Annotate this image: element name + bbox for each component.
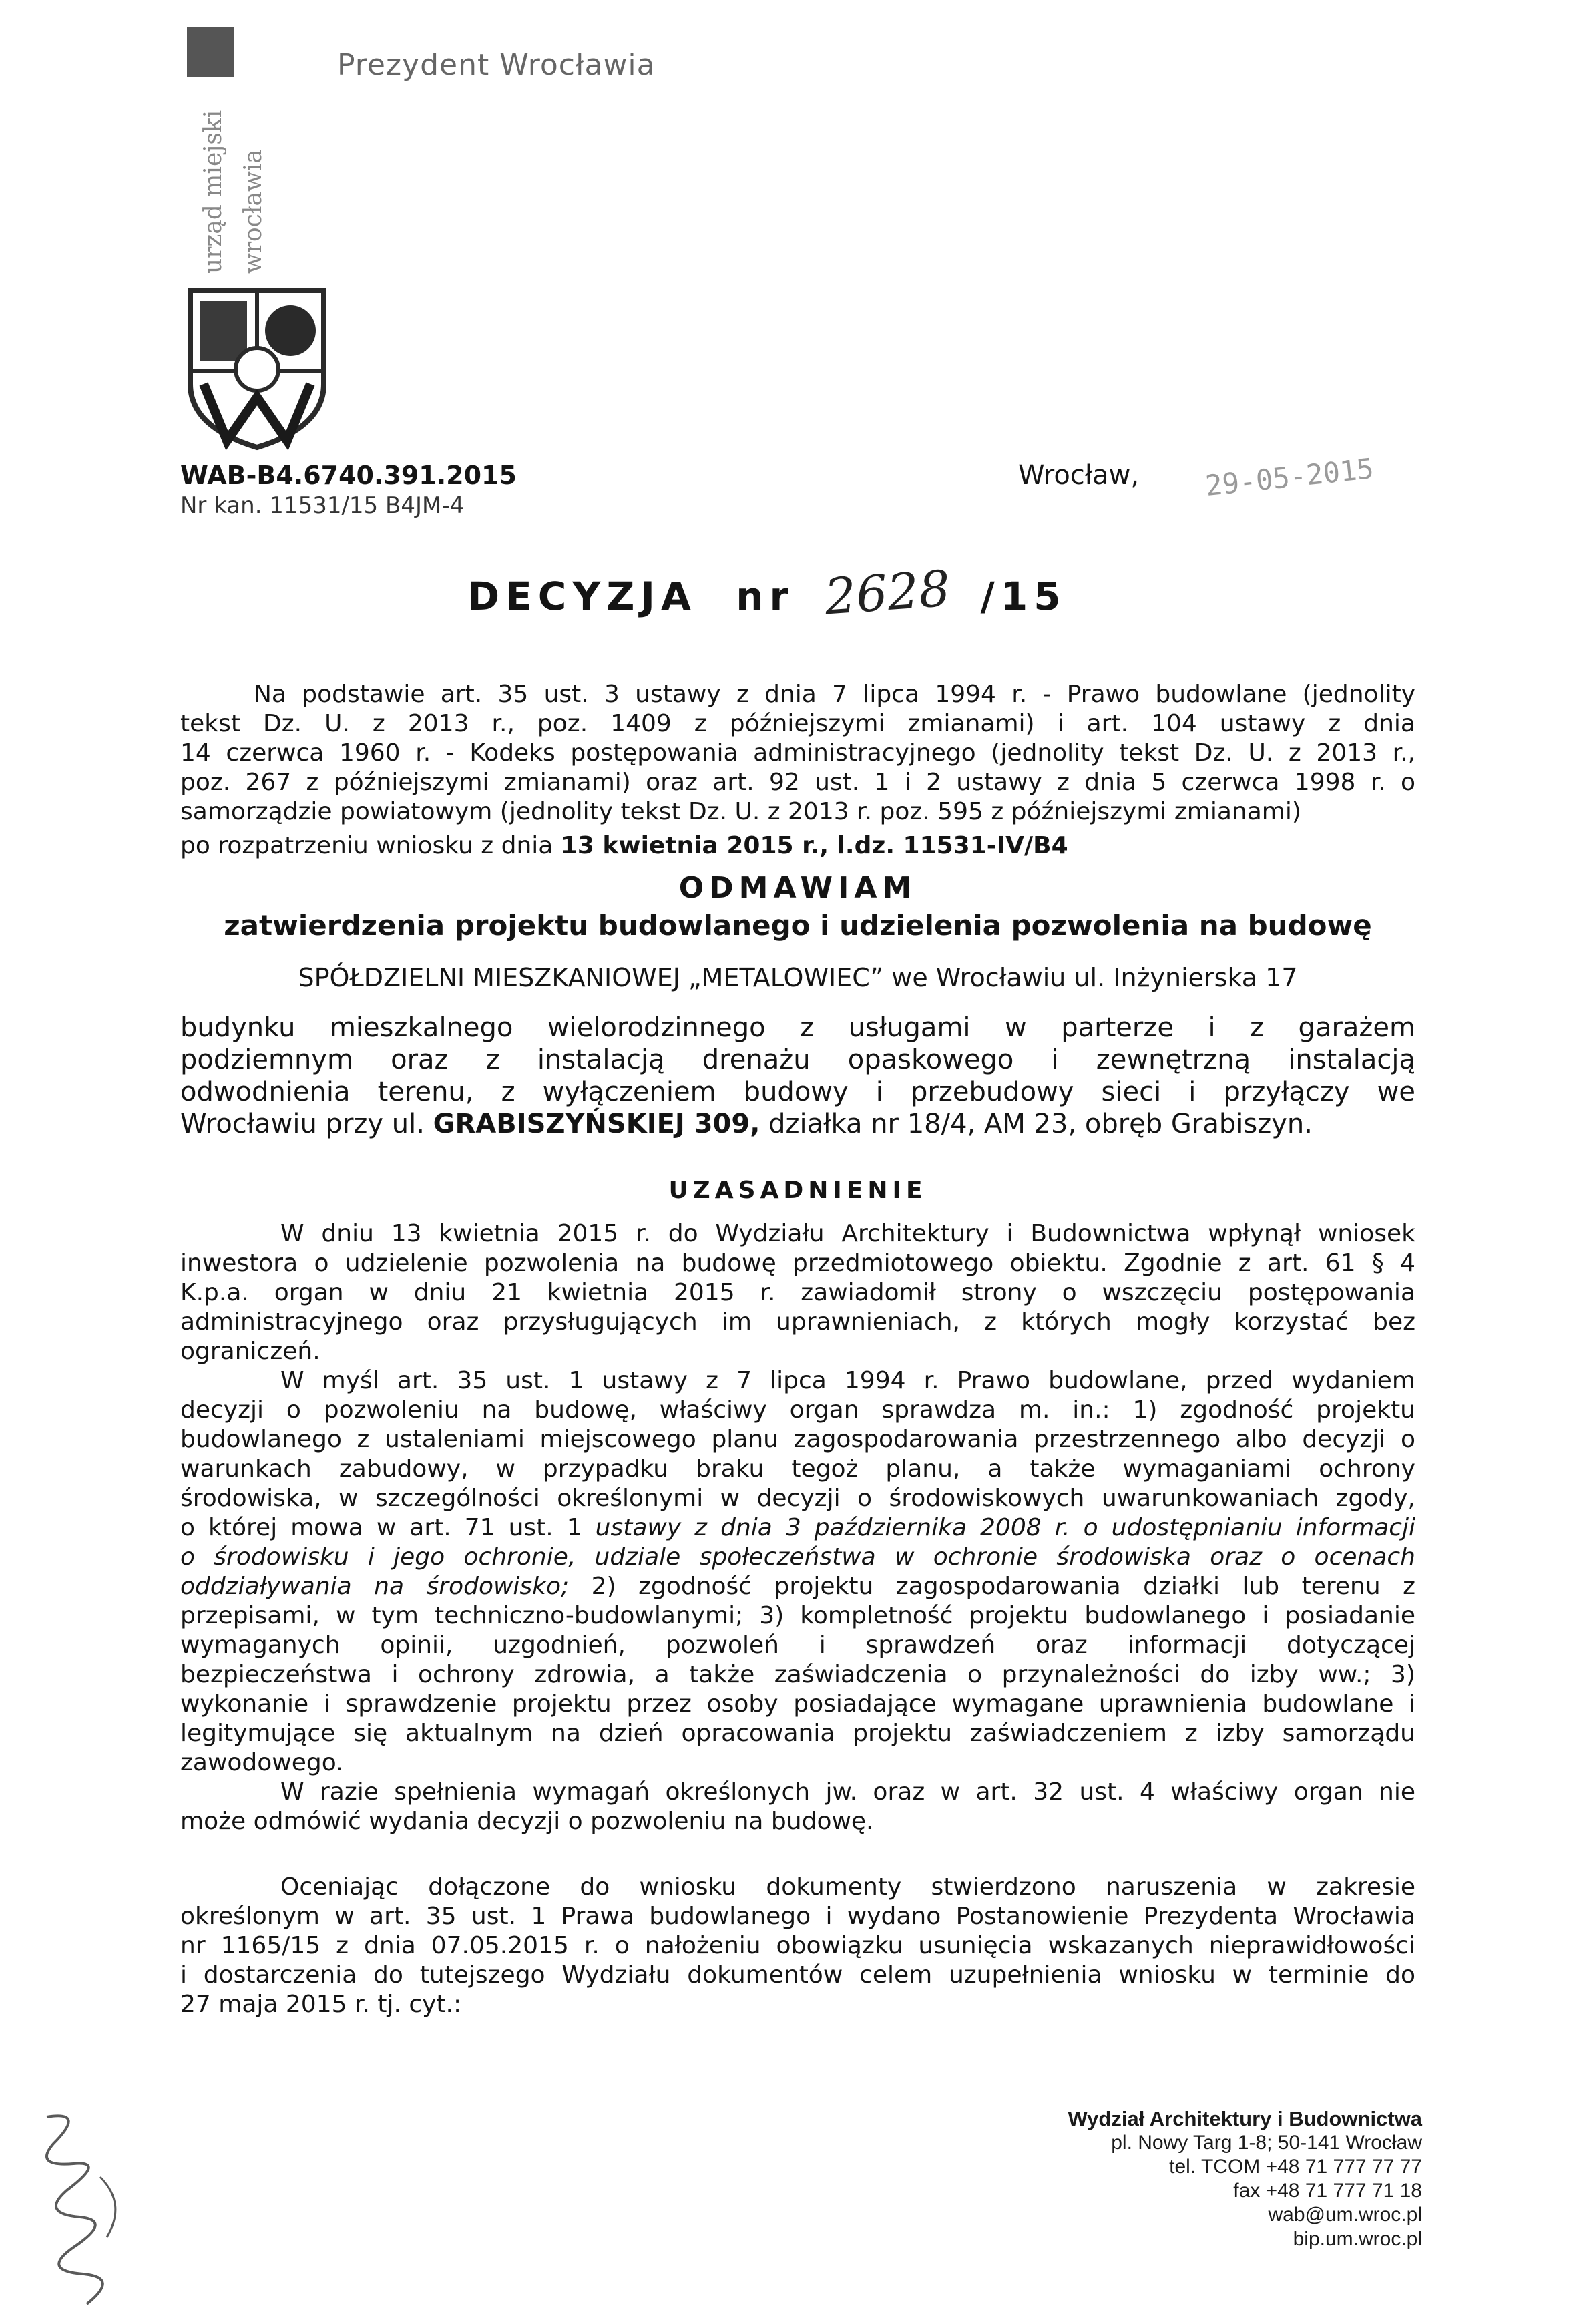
text-run: o której mowa w art. 71 ust. 1 [180,1514,596,1541]
justification-heading: UZASADNIENIE [668,1177,927,1204]
scope-pre: Wrocławiu przy ul. [180,1109,433,1139]
justification-line: W dniu 13 kwietnia 2015 r. do Wydziału Architektury i Budownictwa wpłynął wniosek [280,1220,1415,1247]
decision-suffix: /15 [980,574,1067,619]
legal-basis-line: 14 czerwca 1960 r. - Kodeks postępowania administracyjnego (jednolity tekst Dz. U. z 2013 r., [180,739,1415,767]
footer-department: Wydział Architektury i Budownictwa [1068,2107,1422,2130]
date-stamp: 29-05-2015 [1204,451,1375,503]
justification-line: wykonanie i sprawdzenie projektu przez osoby posiadające wymagane uprawnienia budowlane i [180,1690,1415,1718]
footer-email: wab@um.wroc.pl [1268,2204,1422,2226]
footer-contact [1001,2107,1422,2251]
justification-line: bezpieczeństwa i ochrony zdrowia, a także zaświadczenia o przynależności do izby ww.; 3) [180,1661,1415,1688]
footer-fax: fax +48 71 777 71 18 [1233,2180,1422,2202]
footer-phone: tel. TCOM +48 71 777 77 77 [1169,2156,1422,2178]
legal-basis [180,680,1415,827]
scope-line [180,1108,1415,1140]
decision-prefix: DECYZJA nr [467,574,795,619]
justification-line: wymaganych opinii, uzgodnień, pozwoleń i sprawdzeń oraz informacji dotyczącej [180,1631,1415,1659]
application-lead: po rozpatrzeniu wniosku z dnia [180,832,561,859]
decision-title [467,560,1067,626]
scope-street: GRABISZYŃSKIEJ 309, [433,1109,760,1139]
place-label: Wrocław, [1018,460,1140,491]
legal-basis-line: tekst Dz. U. z 2013 r., poz. 1409 z późniejszymi zmianami) i art. 104 ustawy z dnia [180,710,1415,737]
ruling-verb: ODMAWIAM [678,871,917,905]
justification-line: środowiska, w szczególności określonymi w decyzji o środowiskowych uwarunkowaniach zgody, [180,1485,1415,1512]
justification-line: 27 maja 2015 r. tj. cyt.: [180,1991,462,2018]
justification-line [180,1572,1415,1601]
text-run-italic: ustawy z dnia 3 października 2008 r. o udostępnianiu informacji [595,1514,1416,1541]
decision-number: 2628 [823,560,953,626]
legal-basis-line: poz. 267 z późniejszymi zmianami) oraz art. 92 ust. 1 i 2 ustawy z dnia 5 czerwca 1998 r. o [180,769,1415,796]
justification-line: W myśl art. 35 ust. 1 ustawy z 7 lipca 1994 r. Prawo budowlane, przed wydaniem [280,1367,1415,1394]
scope-line: odwodnienia terenu, z wyłączeniem budowy i przebudowy sieci i przyłączy we [180,1077,1415,1107]
justification-line: Oceniając dołączone do wniosku dokumenty stwierdzono naruszenia w zakresie [280,1873,1415,1901]
justification-line [180,1513,1415,1543]
application-date: 13 kwietnia 2015 r., l.dz. 11531-IV/B4 [560,832,1068,859]
registry-number: Nr kan. 11531/15 B4JM-4 [180,492,465,519]
logo-sidebar-text: urząd miejski wrocławia [200,110,267,274]
logo-top-square [187,27,234,77]
legal-basis-line: samorządzie powiatowym (jednolity tekst Dz. U. z 2013 r. poz. 595 z późniejszymi zmianami) [180,798,1301,825]
applicant-name: SPÓŁDZIELNI MIESZKANIOWEJ „METALOWIEC” we Wrocławiu ul. Inżynierska 17 [298,963,1298,992]
justification-line: może odmówić wydania decyzji o pozwoleniu na budowę. [180,1808,874,1835]
application-line [180,831,1068,861]
footer-address: pl. Nowy Targ 1-8; 50-141 Wrocław [1111,2132,1422,2154]
wroclaw-coat-of-arms-icon [180,284,334,451]
justification-line: decyzji o pozwoleniu na budowę, właściwy organ sprawdza m. in.: 1) zgodność projektu [180,1396,1415,1424]
justification-line: K.p.a. organ w dniu 21 kwietnia 2015 r. zawiadomił strony o wszczęciu postępowania [180,1279,1415,1306]
text-run: 2) zgodność projektu zagospodarowania działki lub terenu z [569,1573,1415,1600]
justification-line: nr 1165/15 z dnia 07.05.2015 r. o nałożeniu obowiązku usunięcia wskazanych nieprawidłowości [180,1932,1415,1959]
justification-line: W razie spełnienia wymagań określonych jw. oraz w art. 32 ust. 4 właściwy organ nie [280,1778,1415,1806]
justification-line: legitymujące się aktualnym na dzień opracowania projektu zaświadczeniem z izby samorządu [180,1720,1415,1747]
authority-title: Prezydent Wrocławia [337,48,656,82]
ruling-subject: zatwierdzenia projektu budowlanego i udzielenia pozwolenia na budowę [224,909,1372,942]
scope-line: podziemnym oraz z instalacją drenażu opaskowego i zewnętrzną instalacją [180,1044,1415,1075]
justification-line: o środowisku i jego ochronie, udziale społeczeństwa w ochronie środowiska oraz o ocenach [180,1543,1415,1571]
justification-line: warunkach zabudowy, w przypadku braku tegoż planu, a także wymaganiami ochrony [180,1455,1415,1483]
text-run-italic: oddziaływania na środowisko; [180,1573,570,1600]
scope-post: działka nr 18/4, AM 23, obręb Grabiszyn. [760,1109,1313,1139]
legal-basis-line: Na podstawie art. 35 ust. 3 ustawy z dnia 7 lipca 1994 r. - Prawo budowlane (jednolity [254,681,1415,708]
scope-line: budynku mieszkalnego wielorodzinnego z usługami w parterze i z garażem [180,1012,1415,1043]
justification-line: inwestora o udzielenie pozwolenia na budowę przedmiotowego obiektu. Zgodnie z art. 61 § 4 [180,1249,1415,1277]
justification-body [180,1219,1415,2019]
justification-line: budowlanego z ustaleniami miejscowego planu zagospodarowania przestrzennego albo decyzji o [180,1426,1415,1453]
case-number: WAB-B4.6740.391.2015 [180,461,517,490]
justification-line: określonym w art. 35 ust. 1 Prawa budowlanego i wydano Postanowienie Prezydenta Wrocławia [180,1903,1415,1930]
justification-line: przepisami, w tym techniczno-budowlanymi; 3) kompletność projektu budowlanego i posiadanie [180,1602,1415,1629]
footer-bip: bip.um.wroc.pl [1293,2228,1422,2250]
handwritten-initials-icon [27,2104,134,2324]
justification-line: zawodowego. [180,1749,344,1776]
justification-line: administracyjnego oraz przysługujących im uprawnieniach, z których mogły korzystać bez [180,1308,1415,1336]
logo-block [180,27,334,454]
justification-line: ograniczeń. [180,1338,320,1365]
scope-paragraph [180,1012,1415,1140]
justification-line: i dostarczenia do tutejszego Wydziału dokumentów celem uzupełnienia wniosku w terminie do [180,1961,1415,1989]
